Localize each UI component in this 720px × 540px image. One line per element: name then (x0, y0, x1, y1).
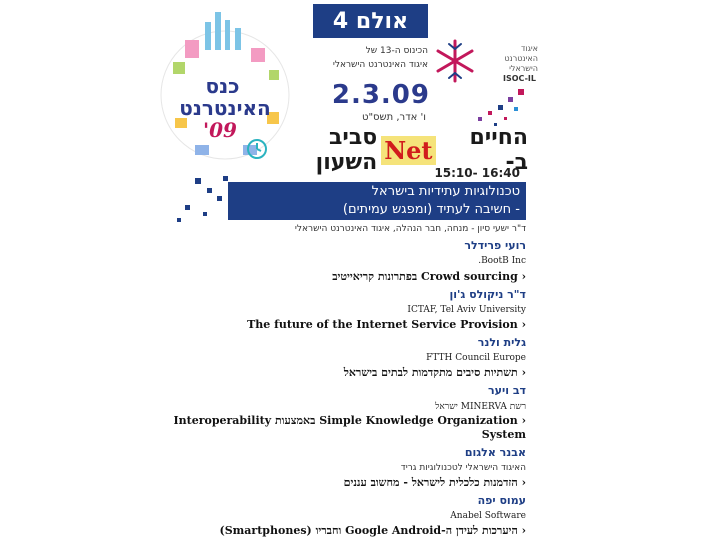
conference-line2: איגוד האינטרנט הישראלי (332, 60, 428, 70)
conference-line1: הכינוס ה-13 של (365, 46, 428, 56)
list-item: Anabel Software (450, 511, 526, 521)
session-banner (228, 182, 526, 220)
list-item: ‹ הזדמנות כלכלית לישראל - מחשוב עננים (343, 476, 526, 489)
life-title-net: Net (381, 136, 435, 165)
list-item: ‹ Simple Knowledge Organization באמצעות Interoperability (173, 414, 526, 427)
event-date: 2.3.09 (331, 80, 430, 110)
hall-label: אולם 4 (313, 4, 428, 38)
session-title-line1: טכנולוגיות עתידיות בישראל (371, 184, 520, 199)
conference-logo-line2: האינטרנט (179, 96, 271, 120)
isoc-snowflake-icon (432, 38, 478, 84)
isoc-logo-line3: הישראלי (509, 64, 538, 73)
list-item: FTTH Council Europe (426, 353, 526, 363)
list-item: ‹ The future of the Internet Service Provision (247, 318, 526, 331)
list-item: System (481, 428, 526, 441)
clock-icon (246, 138, 268, 160)
life-title-prefix: החיים ב- (469, 125, 528, 175)
list-item: גלית ולנר (477, 336, 526, 349)
list-item: ICTAF, Tel Aviv University (407, 305, 526, 315)
list-item: ד"ר ניקולס ג'ון (449, 288, 526, 301)
list-item: רועי פרידלר (464, 239, 526, 252)
conference-logo-line1: כנס (205, 74, 240, 98)
list-item: עמוס יפה (477, 494, 526, 507)
isoc-logo-line2: האינטרנט (504, 54, 538, 63)
session-time: 15:10- 16:40 (434, 166, 520, 180)
list-item: רשת MINERVA ישראל (435, 402, 526, 412)
list-item: האיגוד הישראלי לטכנולוגיות גריד (400, 463, 526, 473)
list-item: ‹ תשתיות סיבים מתקדמות לבתים בישראל (343, 366, 526, 379)
list-item: BootB Inc. (478, 256, 526, 266)
list-item: דב ויער (488, 384, 526, 397)
list-item: ‹ היערכות לעידן ה-Google Android וחבריו (Smartphones) (219, 524, 526, 537)
isoc-logo-line1: איגוד (521, 44, 538, 53)
isoc-logo-abbrev: ISOC-IL (503, 74, 536, 83)
list-item: ‹ Crowd sourcing בפתרונות קריאייטיב (332, 270, 526, 283)
life-title-suffix: סביב השעון (315, 125, 378, 175)
session-title-line2: - חשיבה לעתיד (ומפגש עמיתים) (342, 202, 520, 217)
conference-logo-year: '09 (203, 118, 237, 142)
list-item: אבנר אלגום (464, 446, 526, 459)
hebrew-date: ו' אדר, תשס"ט (361, 112, 426, 123)
list-item: ד"ר ישעי סיון - מנחה, חבר הנהלה, איגוד האינטרנט הישראלי (294, 224, 526, 234)
